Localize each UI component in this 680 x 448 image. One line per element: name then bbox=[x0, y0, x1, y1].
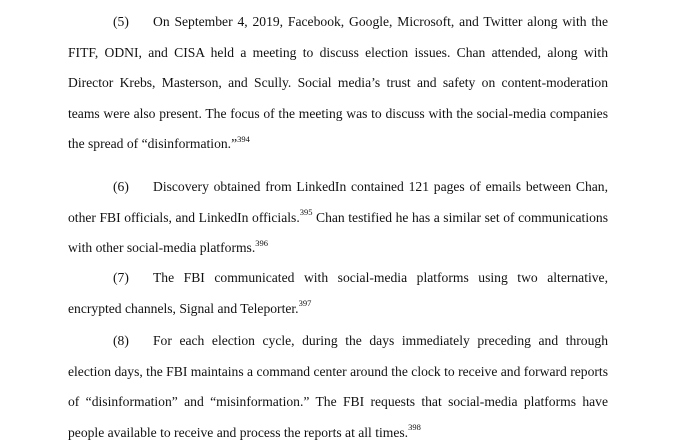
footnote-ref-397[interactable]: 397 bbox=[298, 298, 312, 309]
footnote-ref-398[interactable]: 398 bbox=[408, 422, 421, 433]
footnote-ref-396[interactable]: 396 bbox=[255, 237, 268, 248]
paragraph-number: (5) bbox=[113, 14, 129, 29]
paragraph-text: The FBI communicated with social-media platforms using two alternative, encrypted channels, Signal and Teleporter. bbox=[68, 270, 608, 316]
footnote-ref-395[interactable]: 395 bbox=[299, 207, 313, 218]
paragraph-number: (7) bbox=[113, 270, 129, 285]
paragraph-text: Chan testified he has a similar set of communications with other social-media platforms. bbox=[68, 209, 608, 256]
paragraph-5 bbox=[68, 7, 608, 160]
paragraph-8 bbox=[68, 326, 608, 448]
paragraph-number: (8) bbox=[113, 333, 129, 348]
paragraph-text: Discovery obtained from LinkedIn contained 121 pages of emails between Chan, other FBI officials, and LinkedIn officials. bbox=[68, 179, 608, 225]
paragraph-text: On September 4, 2019, Facebook, Google, Microsoft, and Twitter along with the FITF, ODNI, and CISA held a meeting to discuss election issues. Chan attended, along with Director Krebs, Masterson, and Scully. Social media’s trust and safety on content-moderation teams were also present. The focus of the meeting was to discuss with the social-media companies the spread of “disinformation.” bbox=[68, 14, 608, 152]
paragraph-text: For each election cycle, during the days immediately preceding and through election days, the FBI maintains a command center around the clock to receive and forward reports of “disinformation” and “misinformation.” The FBI requests that social-media platforms have people available to receive and process the reports at all times. bbox=[68, 333, 608, 440]
paragraph-6 bbox=[68, 172, 608, 264]
paragraph-7 bbox=[68, 263, 608, 324]
paragraph-number: (6) bbox=[113, 179, 129, 194]
footnote-ref-394[interactable]: 394 bbox=[237, 133, 250, 144]
